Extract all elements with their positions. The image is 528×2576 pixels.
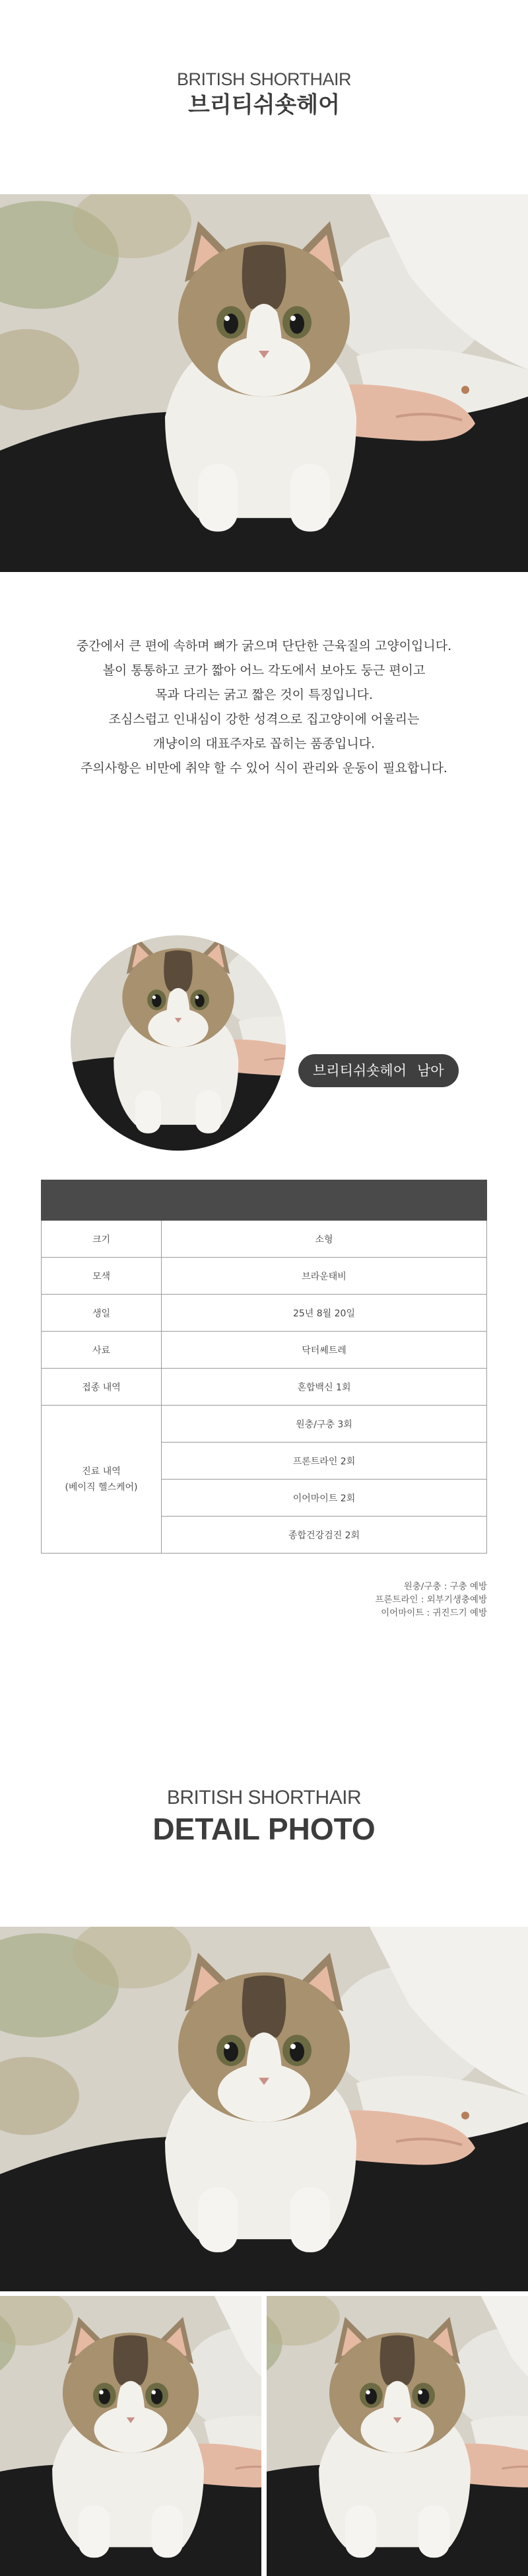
row-label: 크기 <box>42 1221 162 1258</box>
medical-history-label <box>42 1406 162 1554</box>
table-row <box>42 1221 487 1258</box>
table-row <box>42 1369 487 1406</box>
row-value: 브라운태비 <box>162 1258 487 1295</box>
note-line: 프론트라인 : 외부기생충예방 <box>375 1594 487 1605</box>
detail-title-main: DETAIL PHOTO <box>152 1812 376 1846</box>
description-line: 목과 다리는 굵고 짧은 것이 특징입니다. <box>155 688 373 702</box>
table-header-cell <box>162 1180 487 1221</box>
table-header-row <box>42 1180 487 1221</box>
breed-description <box>0 634 528 781</box>
row-value: 25년 8월 20일 <box>162 1295 487 1332</box>
detail-photo-left <box>0 2296 261 2576</box>
table-row <box>42 1258 487 1295</box>
detail-photo-large <box>0 1927 528 2291</box>
medical-item: 이어마이트 2회 <box>162 1480 487 1517</box>
breed-label: 브리티쉬숏헤어 <box>313 1063 407 1079</box>
table-row <box>42 1332 487 1369</box>
note-line: 이어마이트 : 귀진드기 예방 <box>381 1608 487 1618</box>
row-label: 생일 <box>42 1295 162 1332</box>
breed-title-ko: 브리티쉬숏헤어 <box>188 92 340 118</box>
medical-item: 프론트라인 2회 <box>162 1443 487 1480</box>
page-header <box>0 68 528 120</box>
profile-photo <box>71 935 286 1151</box>
treatment-notes <box>375 1580 487 1620</box>
medical-item: 원충/구충 3회 <box>162 1406 487 1443</box>
row-label: 사료 <box>42 1332 162 1369</box>
description-line: 개냥이의 대표주자로 꼽히는 품종입니다. <box>152 736 376 751</box>
medical-label-line: 진료 내역 <box>82 1466 121 1477</box>
description-line: 조심스럽고 인내심이 강한 성격으로 집고양이에 어울리는 <box>108 712 420 727</box>
description-line: 볼이 통통하고 코가 짧아 어느 각도에서 보아도 둥근 편이고 <box>102 663 426 678</box>
hero-photo <box>0 194 528 572</box>
row-value: 소형 <box>162 1221 487 1258</box>
sex-label: 남아 <box>417 1063 444 1079</box>
medical-label-sub: (베이직 헬스케어) <box>65 1482 138 1493</box>
row-label: 모색 <box>42 1258 162 1295</box>
profile-name-badge <box>298 1054 459 1087</box>
table-row <box>42 1295 487 1332</box>
description-line: 주의사항은 비만에 취약 할 수 있어 식이 관리와 운동이 필요합니다. <box>81 761 447 775</box>
detail-header <box>0 1785 528 1847</box>
row-value: 혼합백신 1회 <box>162 1369 487 1406</box>
note-line: 원충/구충 : 구충 예방 <box>403 1581 487 1592</box>
row-value: 닥터쎄트레 <box>162 1332 487 1369</box>
medical-item: 종합건강검진 2회 <box>162 1517 487 1554</box>
table-row <box>42 1406 487 1443</box>
description-line: 중간에서 큰 편에 속하며 뼈가 굵으며 단단한 근육질의 고양이입니다. <box>76 639 452 653</box>
pet-info-table <box>41 1180 487 1554</box>
table-header-cell <box>42 1180 162 1221</box>
row-label: 접종 내역 <box>42 1369 162 1406</box>
breed-title-en: BRITISH SHORTHAIR <box>176 69 352 89</box>
detail-photo-right <box>267 2296 528 2576</box>
detail-title-en: BRITISH SHORTHAIR <box>166 1787 362 1808</box>
